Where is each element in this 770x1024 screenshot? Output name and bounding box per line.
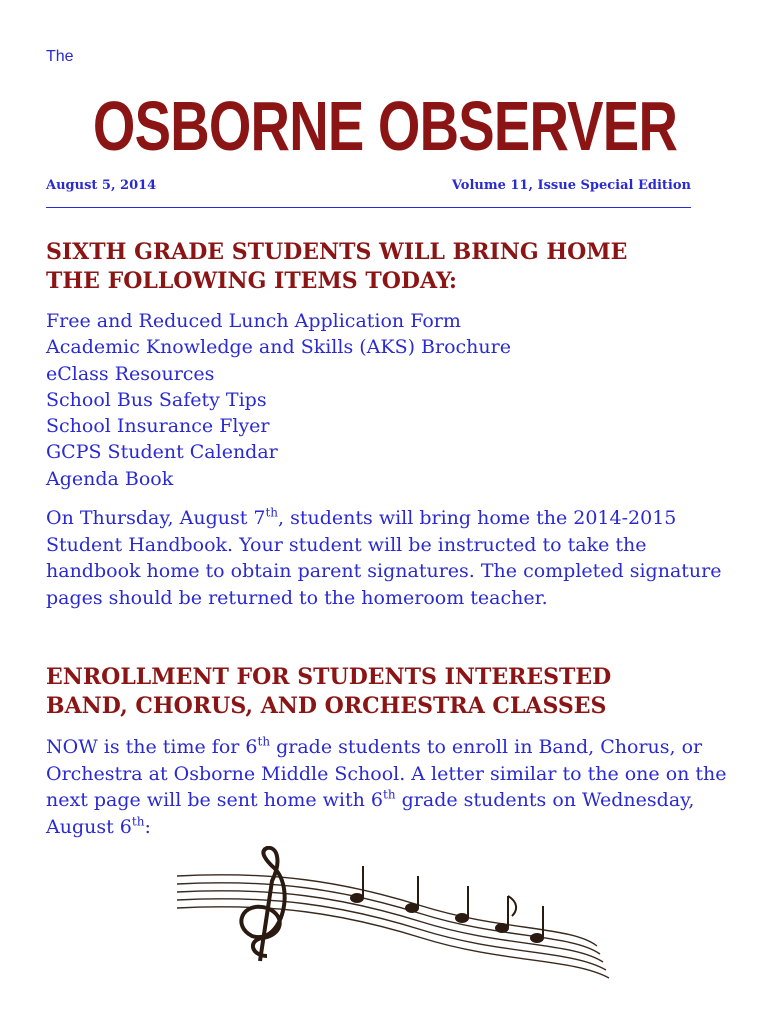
ordinal-suffix: th <box>131 814 145 829</box>
ordinal-suffix: th <box>257 734 271 749</box>
enroll-text-a: NOW is the time for 6 <box>46 736 258 758</box>
enroll-text-d: : <box>144 815 151 838</box>
items-heading-line1: SIXTH GRADE STUDENTS WILL BRING HOME <box>46 239 628 265</box>
items-list <box>46 308 511 492</box>
issue-volume: Volume 11, Issue Special Edition <box>451 178 691 193</box>
enroll-heading <box>46 663 726 721</box>
music-staff-illustration <box>172 846 612 981</box>
handbook-paragraph <box>46 505 736 611</box>
header-rule <box>46 207 691 208</box>
list-item: Free and Reduced Lunch Application Form <box>46 310 461 332</box>
list-item: Agenda Book <box>46 467 174 490</box>
items-heading-line2: THE FOLLOWING ITEMS TODAY: <box>46 268 458 294</box>
enroll-text-c: grade students on Wednesday, August 6 <box>46 789 695 838</box>
issue-date: August 5, 2014 <box>46 178 157 193</box>
enroll-heading-line1: ENROLLMENT FOR STUDENTS INTERESTED <box>46 664 612 690</box>
list-item: School Insurance Flyer <box>46 415 270 438</box>
enroll-text-b: grade students to enroll in Band, Chorus, or Orchestra at Osborne Middle School. A letter similar to the one on the next page will be sent home with 6 <box>46 736 727 811</box>
treble-clef-icon <box>241 848 284 961</box>
ordinal-suffix: th <box>265 505 279 520</box>
dateline <box>46 178 691 193</box>
list-item: GCPS Student Calendar <box>46 441 278 464</box>
handbook-text-a: On Thursday, August 7 <box>46 507 266 529</box>
the-label: The <box>46 48 74 65</box>
list-item: Academic Knowledge and Skills (AKS) Brochure <box>46 336 511 359</box>
enroll-heading-line2: BAND, CHORUS, AND ORCHESTRA CLASSES <box>46 693 607 719</box>
enroll-paragraph <box>46 734 736 840</box>
items-heading <box>46 238 726 296</box>
masthead-title: OSBORNE OBSERVER <box>92 87 678 165</box>
list-item: eClass Resources <box>46 362 215 385</box>
list-item: School Bus Safety Tips <box>46 388 267 411</box>
handbook-text-b: , students will bring home the 2014-2015 Student Handbook. Your student will be instructed to take the handbook home to obtain parent signatures. The completed signature pages should be returned to the homeroom teacher. <box>46 507 722 609</box>
ordinal-suffix: th <box>383 787 396 802</box>
